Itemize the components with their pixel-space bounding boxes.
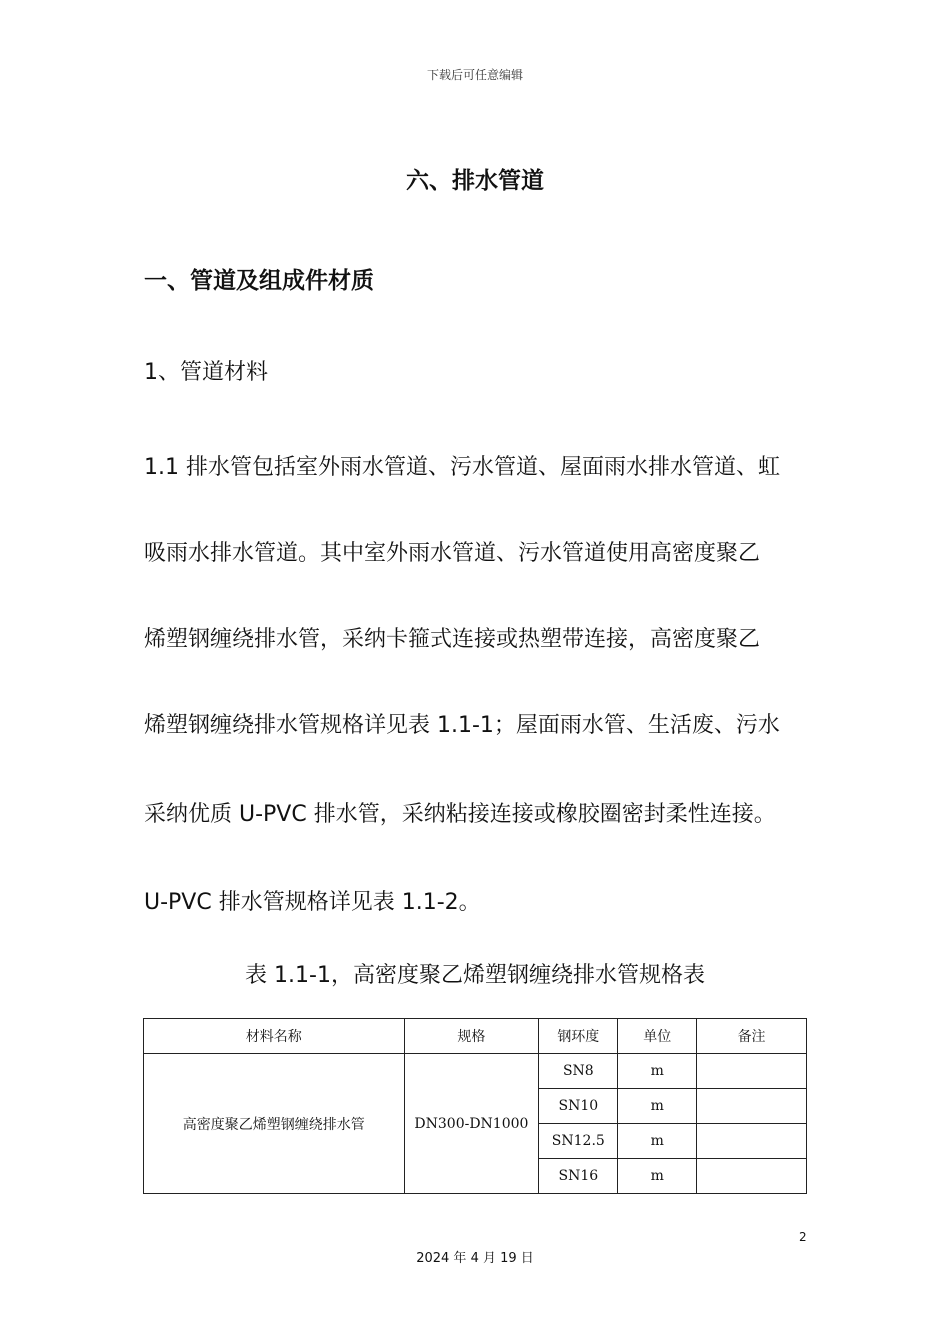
paragraph-line: 烯塑钢缠绕排水管规格详见表 1.1-1；屋面雨水管、生活废、污水 [144, 713, 780, 738]
unit-cell: m [618, 1089, 697, 1124]
remark-cell [697, 1054, 807, 1089]
paragraph-line: 采纳优质 U-PVC 排水管，采纳粘接连接或橡胶圈密封柔性连接。 [144, 802, 776, 827]
table-caption: 表 1.1-1，高密度聚乙烯塑钢缠绕排水管规格表 [245, 963, 705, 988]
stiffness-cell: SN10 [539, 1089, 618, 1124]
table-header-row [144, 1019, 807, 1054]
header-cell: 单位 [618, 1019, 697, 1054]
stiffness-cell: SN8 [539, 1054, 618, 1089]
paragraph-line: 烯塑钢缠绕排水管，采纳卡箍式连接或热塑带连接，高密度聚乙 [144, 627, 761, 652]
paragraph-line: 吸雨水排水管道。其中室外雨水管道、污水管道使用高密度聚乙 [144, 541, 761, 566]
unit-cell: m [618, 1124, 697, 1159]
paragraph-line: 1.1 排水管包括室外雨水管道、污水管道、屋面雨水排水管道、虹 [144, 455, 780, 480]
stiffness-cell: SN12.5 [539, 1124, 618, 1159]
page-number: 2 [799, 1230, 807, 1244]
header-cell: 材料名称 [144, 1019, 405, 1054]
remark-cell [697, 1089, 807, 1124]
header-cell: 钢环度 [539, 1019, 618, 1054]
page-title: 六、排水管道 [406, 168, 544, 194]
section-heading: 一、管道及组成件材质 [144, 268, 374, 294]
footer-date: 2024 年 4 月 19 日 [416, 1251, 534, 1266]
spec-table [143, 1018, 807, 1194]
header-cell: 规格 [404, 1019, 539, 1054]
table-row [144, 1054, 807, 1089]
unit-cell: m [618, 1054, 697, 1089]
page-header: 下载后可任意编辑 [426, 68, 523, 82]
paragraph-line: U-PVC 排水管规格详见表 1.1-2。 [144, 890, 481, 915]
remark-cell [697, 1124, 807, 1159]
remark-cell [697, 1159, 807, 1194]
unit-cell: m [618, 1159, 697, 1194]
stiffness-cell: SN16 [539, 1159, 618, 1194]
material-cell: 高密度聚乙烯塑钢缠绕排水管 [144, 1054, 405, 1194]
header-cell: 备注 [697, 1019, 807, 1054]
subsection-heading: 1、管道材料 [144, 360, 268, 385]
spec-cell: DN300-DN1000 [404, 1054, 539, 1194]
